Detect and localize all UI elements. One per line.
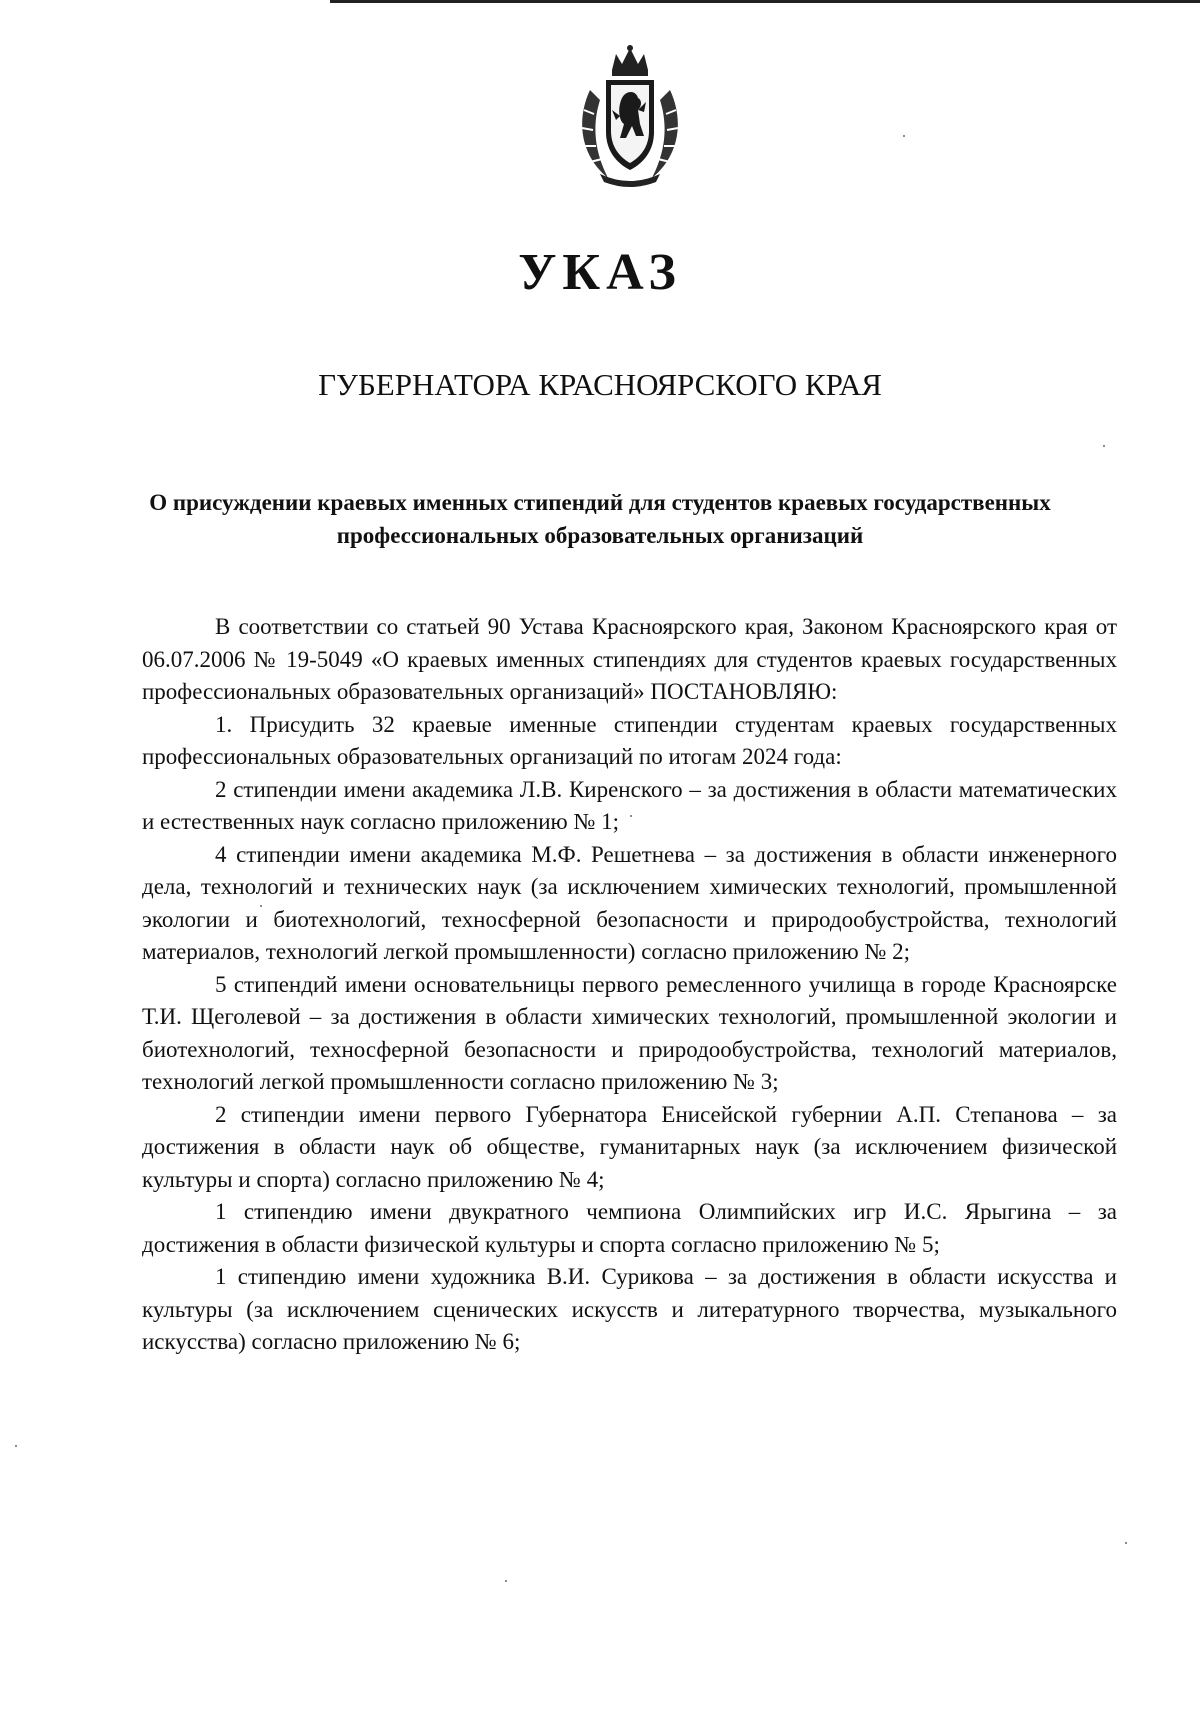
scan-speck [1103,445,1105,447]
top-border-line [330,0,1200,3]
clause-paragraph: 1. Присудить 32 краевые именные стипендии студентам краевых государственных профессиональных образовательных организаций по итогам 2024 года: [142,711,1117,769]
scholarship-item: 1 стипендию имени двукратного чемпиона Олимпийских игр И.С. Ярыгина – за достижения в области физической культуры и спорта согласно приложению № 5; [142,1199,1117,1257]
document-body [142,611,1117,1359]
scan-speck [630,815,632,817]
scan-speck [15,1445,17,1447]
scholarship-item: 2 стипендии имени первого Губернатора Енисейской губернии А.П. Степанова – за достижения в области наук об обществе, гуманитарных наук (за исключением физической культуры и спорта) согласно приложению № 4; [142,1101,1117,1192]
document-title: УКАЗ [518,244,682,301]
preamble-paragraph: В соответствии со статьей 90 Устава Красноярского края, Законом Красноярского края от 06.07.2006 № 19-5049 «О краевых именных стипендиях для студентов краевых государственных профессиональных образовательных организаций» ПОСТАНОВЛЯЮ: [142,614,1117,704]
scan-speck [903,135,905,137]
document-heading: О присуждении краевых именных стипендий для студентов краевых государственных профессиональных образовательных организаций [149,490,1051,548]
scholarship-item: 5 стипендий имени основательницы первого ремесленного училища в городе Красноярске Т.И. Щеголевой – за достижения в области химических технологий, промышленной экологии и биотехнологий, техносферной безопасности и природообустройства, технологий материалов, технологий легкой промышленности согласно приложению № 3; [142,971,1117,1094]
coat-of-arms-icon [570,40,690,190]
scholarship-item: 4 стипендии имени академика М.Ф. Решетнева – за достижения в области инженерного дела, технологий и технических наук (за исключением химических технологий, промышленной экологии и биотехнологий, техносферной безопасности и природообустройства, технологий материалов, технологий легкой промышленности) согласно приложению № 2; [142,841,1117,964]
scan-speck [505,1580,507,1582]
document-issuer: ГУБЕРНАТОРА КРАСНОЯРСКОГО КРАЯ [318,367,882,402]
scan-speck [260,905,262,907]
scholarship-item: 1 стипендию имени художника В.И. Сурикова – за достижения в области искусства и культуры (за исключением сценических искусств и литературного творчества, музыкального искусства) согласно приложению № 6; [142,1264,1117,1354]
scholarship-item: 2 стипендии имени академика Л.В. Киренского – за достижения в области математических и естественных наук согласно приложению № 1; [142,776,1117,834]
scan-speck [1125,1542,1127,1544]
